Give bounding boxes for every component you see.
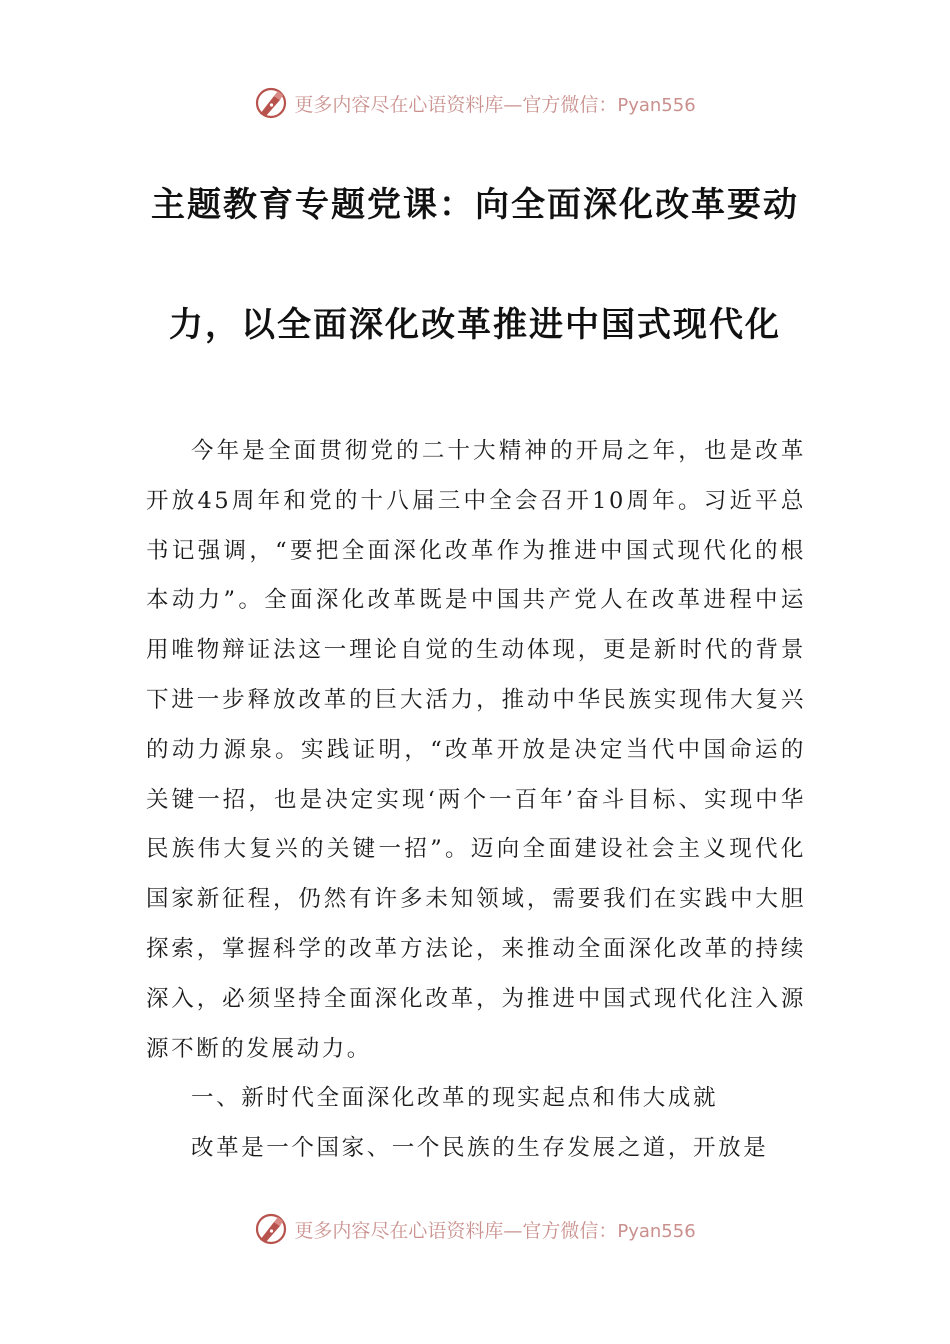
watermark-handle: Pyan556 [617,94,696,116]
watermark-text [294,1216,695,1243]
watermark-text [294,90,695,117]
section-heading-1: 一、新时代全面深化改革的现实起点和伟大成就 [191,1085,719,1112]
watermark-prefix: 更多内容尽在心语资料库—官方微信： [294,1219,618,1242]
pen-nib-logo-icon [254,1212,288,1246]
pen-nib-logo-icon [254,86,288,120]
document-title-line-2: 力，以全面深化改革推进中国式现代化 [169,305,781,345]
document-body [146,427,806,1174]
document-title-line-1: 主题教育专题党课：向全面深化改革要动 [151,185,799,225]
header-watermark [0,86,950,120]
body-paragraph-section-1: 改革是一个国家、一个民族的生存发展之道，开放是 [191,1135,769,1162]
footer-watermark [0,1212,950,1246]
watermark-handle: Pyan556 [617,1220,696,1242]
watermark-prefix: 更多内容尽在心语资料库—官方微信： [294,93,618,116]
body-paragraph-intro: 今年是全面贯彻党的二十大精神的开局之年，也是改革开放45周年和党的十八届三中全会召开10周年。习近平总书记强调，“要把全面深化改革作为推进中国式现代化的根本动力”。全面深化改革既是中国共产党人在改革进程中运用唯物辩证法这一理论自觉的生动体现，更是新时代的背景下进一步释放改革的巨大活力，推动中华民族实现伟大复兴的动力源泉。实践证明，“改革开放是决定当代中国命运的关键一招，也是决定实现‘两个一百年’奋斗目标、实现中华民族伟大复兴的关键一招”。迈向全面建设社会主义现代化国家新征程，仍然有许多未知领域，需要我们在实践中大胆探索，掌握科学的改革方法论，来推动全面深化改革的持续深入，必须坚持全面深化改革，为推进中国式现代化注入源源不断的发展动力。 [146,438,806,1062]
